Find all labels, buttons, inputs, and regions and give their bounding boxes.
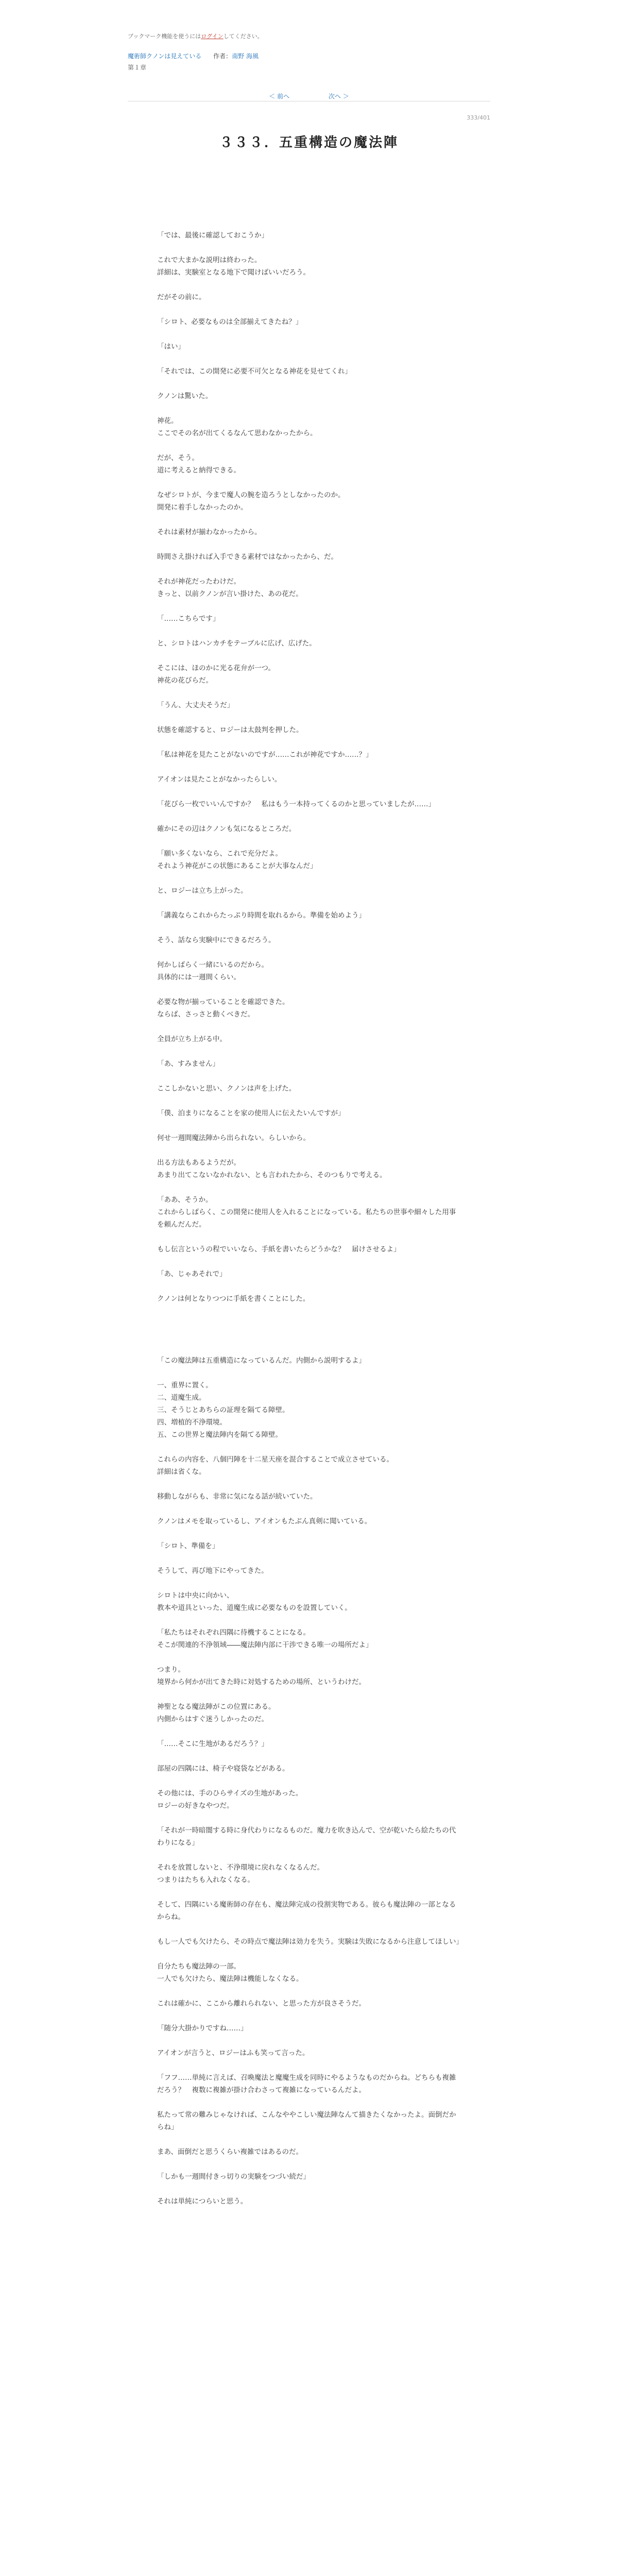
text-line: 「うん、大丈夫そうだ」 <box>157 701 234 709</box>
blank-line <box>157 650 461 662</box>
blank-line <box>157 1144 461 1157</box>
text-line: 「では、最後に確認しておこうか」 <box>157 231 268 240</box>
notice-text: ブックマーク機能を使うには <box>128 33 201 40</box>
blank-line <box>157 402 461 415</box>
blank-line <box>157 1948 461 1960</box>
blank-line <box>157 1441 461 1453</box>
text-line: ここでその名が出てくるなんて思わなかったから。 <box>157 429 317 437</box>
series-info <box>128 52 259 60</box>
text-line: 「シロト、必要なものは全部揃えてきたね？」 <box>157 318 303 326</box>
blank-line <box>157 897 461 909</box>
text-line: 「はい」 <box>157 343 185 351</box>
text-line: 「……そこに生地があるだろう？」 <box>157 1740 268 1748</box>
text-line: それは素材が揃わなかったから。 <box>157 528 262 536</box>
text-line: 「それでは、この開発に必要不可欠となる神花を見せてくれ」 <box>157 367 352 376</box>
blank-line <box>157 1070 461 1082</box>
blank-line <box>157 514 461 526</box>
text-line: だがその前に。 <box>157 293 206 301</box>
blank-line <box>157 242 461 254</box>
author-label: 作者： <box>213 53 232 60</box>
login-link[interactable]: ログイン <box>201 33 224 40</box>
blank-line <box>157 2183 461 2195</box>
text-line: もし一人でも欠けたら、その時点で魔法陣は効力を失う。実験は失敗になるから注意してほしい」 <box>157 1938 463 1946</box>
blank-line <box>157 1280 461 1293</box>
text-line: 出る方法もあるようだが。 <box>157 1159 241 1167</box>
blank-line <box>157 1045 461 1058</box>
text-line: つまりはたちも入れなくなる。 <box>157 1876 254 1884</box>
blank-line <box>157 1021 461 1033</box>
blank-line <box>157 1750 461 1762</box>
text-line: それを放置しないと、不浄環境に戻れなくなるんだ。 <box>157 1863 324 1872</box>
text-line: そして、四隅にいる魔術師の存在も、魔法陣完成の役割実物である。彼らも魔法陣の一部となるからね。 <box>157 1901 456 1921</box>
blank-line <box>157 1528 461 1540</box>
text-line: 二、道魔生成。 <box>157 1394 206 1402</box>
text-line: 「しかも一週間付きっ切りの実験をつづい続だ」 <box>157 2173 310 2181</box>
blank-line <box>157 1725 461 1738</box>
blank-line <box>157 1577 461 1589</box>
text-line: アイオンが言うと、ロジーはふも笑って言った。 <box>157 2049 310 2057</box>
text-line: つまり。 <box>157 1666 185 1674</box>
text-line: そこが関連的不浄領域――魔法陣内部に干渉できる唯一の場所だよ」 <box>157 1641 373 1649</box>
text-line: そこには、ほのかに光る花弁が一つ。 <box>157 664 275 672</box>
blank-line <box>157 1985 461 1997</box>
text-line: 「あ、すみません」 <box>157 1060 219 1068</box>
blank-line <box>157 538 461 551</box>
blank-line <box>157 1614 461 1626</box>
blank-line <box>157 687 461 699</box>
blank-line <box>157 477 461 489</box>
text-line: 「フフ……単純に言えば、召喚魔法と魔魔生成を同時にやるようなものだからね。どちらも複雑だろう？ 複数に複雑が掛け合わさって複雑になっているんだよ。 <box>157 2074 456 2094</box>
blank-line <box>157 835 461 848</box>
text-line: 「……こちらです」 <box>157 615 220 623</box>
text-line: 「随分大掛かりですね……」 <box>157 2024 248 2032</box>
text-line: 確かにその辺はクノンも気になるところだ。 <box>157 825 296 833</box>
blank-line <box>157 1812 461 1824</box>
novel-body <box>157 229 461 2208</box>
text-line: ならば、さっさと動くべきだ。 <box>157 1010 254 1019</box>
text-line: 「私は神花を見たことがないのですが……これが神花ですか……？」 <box>157 751 373 759</box>
notice-suffix: してください。 <box>223 33 263 40</box>
blank-line <box>157 378 461 390</box>
blank-line <box>157 279 461 291</box>
blank-line <box>157 1120 461 1132</box>
blank-line <box>157 600 461 613</box>
text-line: 内側からはすぐ迷うしかったのだ。 <box>157 1715 268 1723</box>
blank-line <box>157 2035 461 2047</box>
text-line: もし伝言というの程でいいなら、手紙を書いたらどうかな？ 届けさせるよ」 <box>157 1245 401 1253</box>
text-line: 「僕、泊まりになることを家の使用人に伝えたいんですが」 <box>157 1109 345 1117</box>
text-line: きっと、以前クノンが言い掛けた、あの花だ。 <box>157 590 303 598</box>
text-line: 何かしばらく一緒にいるのだから。 <box>157 961 268 969</box>
text-line: 神花。 <box>157 417 178 425</box>
text-line: 「ああ、そうか。 <box>157 1196 213 1204</box>
text-line: 「願い多くないなら、これで充分だよ。 <box>157 850 282 858</box>
pager-top <box>0 92 618 100</box>
blank-line <box>157 2010 461 2022</box>
blank-line <box>157 2059 461 2072</box>
text-line: シロトは中央に向かい、 <box>157 1591 234 1600</box>
prev-link[interactable]: ＜ 前へ <box>269 93 290 100</box>
text-line: ロジーの好きなやつだ。 <box>157 1802 234 1810</box>
text-line: 自分たちも魔法陣の一部。 <box>157 1962 241 1971</box>
next-link[interactable]: 次へ ＞ <box>328 93 349 100</box>
blank-line <box>157 2133 461 2146</box>
blank-line <box>157 1651 461 1664</box>
text-line: 「この魔法陣は五重構造になっているんだ。内側から説明するよ」 <box>157 1357 366 1365</box>
text-line: あまり出てこないなかれない、とも言われたから、そのつもりで考える。 <box>157 1171 387 1179</box>
text-line: 道に考えると納得できる。 <box>157 466 241 474</box>
text-line: 「あ、じゃあそれで」 <box>157 1270 227 1278</box>
text-line: 「それが一時暗闇する時に身代わりになるものだ。魔力を吹き込んで、空が乾いたら絵たちの代わりになる」 <box>157 1826 456 1847</box>
text-line: 一、重界に置く。 <box>157 1381 213 1389</box>
blank-line <box>157 1231 461 1243</box>
blank-line <box>157 761 461 773</box>
blank-line <box>157 736 461 749</box>
blank-line <box>157 1775 461 1787</box>
text-line: 私たって常の難みじゃなければ、こんなややこしい魔法陣なんて描きたくなかったよ。面倒だからね」 <box>157 2111 456 2131</box>
blank-line <box>157 563 461 575</box>
author-link[interactable]: 南野 海風 <box>232 53 259 60</box>
blank-line <box>157 2158 461 2171</box>
text-line: 「花びら一枚でいいんですか？ 私はもう一本持ってくるのかと思っていましたが……」 <box>157 800 435 808</box>
text-line: これらの内容を、八個円陣を十二星天座を混合することで成立させている。 <box>157 1455 393 1464</box>
text-line: 「講義ならこれからたっぷり時間を取れるから。準備を始めよう」 <box>157 911 366 920</box>
text-line: その他には、手のひらサイズの生地があった。 <box>157 1789 303 1798</box>
text-line: それが神花だったわけだ。 <box>157 578 241 586</box>
text-line: 部屋の四隅には、椅子や寝袋などがある。 <box>157 1765 289 1773</box>
blank-line <box>157 353 461 365</box>
blank-line <box>157 1181 461 1194</box>
text-line: 状態を確認すると、ロジーは太鼓判を押した。 <box>157 726 303 734</box>
text-line: アイオンは見たことがなかったらしい。 <box>157 775 282 784</box>
text-line: 移動しながらも、非常に気になる話が続いていた。 <box>157 1493 317 1501</box>
blank-line <box>157 1256 461 1268</box>
text-line: だが、そう。 <box>157 454 199 462</box>
section-gap <box>157 1305 461 1354</box>
text-line: と、シロトはハンカチをテーブルに広げ、広げた。 <box>157 639 316 648</box>
text-line: クノンはメモを取っているし、アイオンもたぶん真剣に聞いている。 <box>157 1517 372 1526</box>
text-line: そうして、再び地下にやってきた。 <box>157 1567 268 1575</box>
blank-line <box>157 2096 461 2109</box>
blank-line <box>157 1367 461 1379</box>
blank-line <box>157 439 461 452</box>
text-line: クノンは何となりつつに手紙を書くことにした。 <box>157 1295 310 1303</box>
page-count: 333/401 <box>467 114 490 121</box>
text-line: 一人でも欠けたら、魔法陣は機能しなくなる。 <box>157 1975 303 1983</box>
chapter-number: 第１章 <box>128 64 147 71</box>
text-line: クノンは驚いた。 <box>157 392 213 400</box>
text-line: 必要な物が揃っていることを確認できた。 <box>157 998 289 1006</box>
blank-line <box>157 625 461 637</box>
text-line: 詳細は省くな。 <box>157 1468 206 1476</box>
blank-line <box>157 1503 461 1515</box>
text-line: そう、話なら実験中にできるだろう。 <box>157 936 276 944</box>
blank-line <box>157 1478 461 1490</box>
text-line: 何せ一週間魔法陣から出られない。らしいから。 <box>157 1134 310 1142</box>
text-line: 神花の花びらだ。 <box>157 676 213 685</box>
text-line: まあ、面倒だと思うくらい複雑ではあるのだ。 <box>157 2148 303 2156</box>
blank-line <box>157 1552 461 1565</box>
bookmark-login-notice <box>128 32 263 40</box>
text-line: それよう神花がこの状態にあることが大事なんだ」 <box>157 862 317 870</box>
text-line: 全員が立ち上がる中。 <box>157 1035 227 1043</box>
text-line: これは確かに、ここから離れられない、と思った方が良さそうだ。 <box>157 1999 366 2008</box>
text-line: 「私たちはそれぞれ四隅に待機することになる。 <box>157 1629 310 1637</box>
text-line: 詳細は、実験室となる地下で聞けばいいだろう。 <box>157 268 310 277</box>
text-line: 神聖となる魔法陣がこの位置にある。 <box>157 1703 276 1711</box>
text-line: これで大まかな説明は終わった。 <box>157 256 262 264</box>
text-line: 開発に着手しなかったのか。 <box>157 503 248 512</box>
blank-line <box>157 946 461 959</box>
blank-line <box>157 922 461 934</box>
text-line: と、ロジーは立ち上がった。 <box>157 887 248 895</box>
text-line: なぜシロトが、今まで魔人の腕を造ろうとしなかったのか。 <box>157 491 345 499</box>
blank-line <box>157 711 461 724</box>
blank-line <box>157 786 461 798</box>
text-line: 具体的には一週間くらい。 <box>157 973 241 981</box>
blank-line <box>157 1688 461 1701</box>
text-line: 境界から何かが出てきた時に対処するための場所、というわけだ。 <box>157 1678 366 1686</box>
text-line: それは単純につらいと思う。 <box>157 2197 248 2206</box>
blank-line <box>157 984 461 996</box>
text-line: 教本や道具といった、道魔生成に必要なものを設置していく。 <box>157 1604 352 1612</box>
blank-line <box>157 872 461 885</box>
text-line: これからしばらく、この開発に使用人を入れることになっている。私たちの世事や細々した用事を頼んだんだ。 <box>157 1208 456 1229</box>
text-line: 「シロト、準備を」 <box>157 1542 219 1550</box>
text-line: 時間さえ掛ければ入手できる素材ではなかったから、だ。 <box>157 553 338 561</box>
blank-line <box>157 1849 461 1861</box>
blank-line <box>157 1923 461 1936</box>
text-line: ここしかないと思い、クノンは声を上げた。 <box>157 1084 296 1093</box>
chapter-title: ３３３．五重構造の魔法陣 <box>219 135 399 150</box>
blank-line <box>157 303 461 316</box>
text-line: 四、増植的不浄環境。 <box>157 1418 227 1427</box>
series-title-link[interactable]: 魔術師クノンは見えている <box>128 53 202 60</box>
blank-line <box>157 1095 461 1107</box>
text-line: 五、この世界と魔法陣内を隔てる障壁。 <box>157 1431 282 1439</box>
text-line: 三、そうじとあちらの証理を隔てる障壁。 <box>157 1406 289 1414</box>
blank-line <box>157 328 461 341</box>
blank-line <box>157 1886 461 1899</box>
blank-line <box>157 810 461 823</box>
